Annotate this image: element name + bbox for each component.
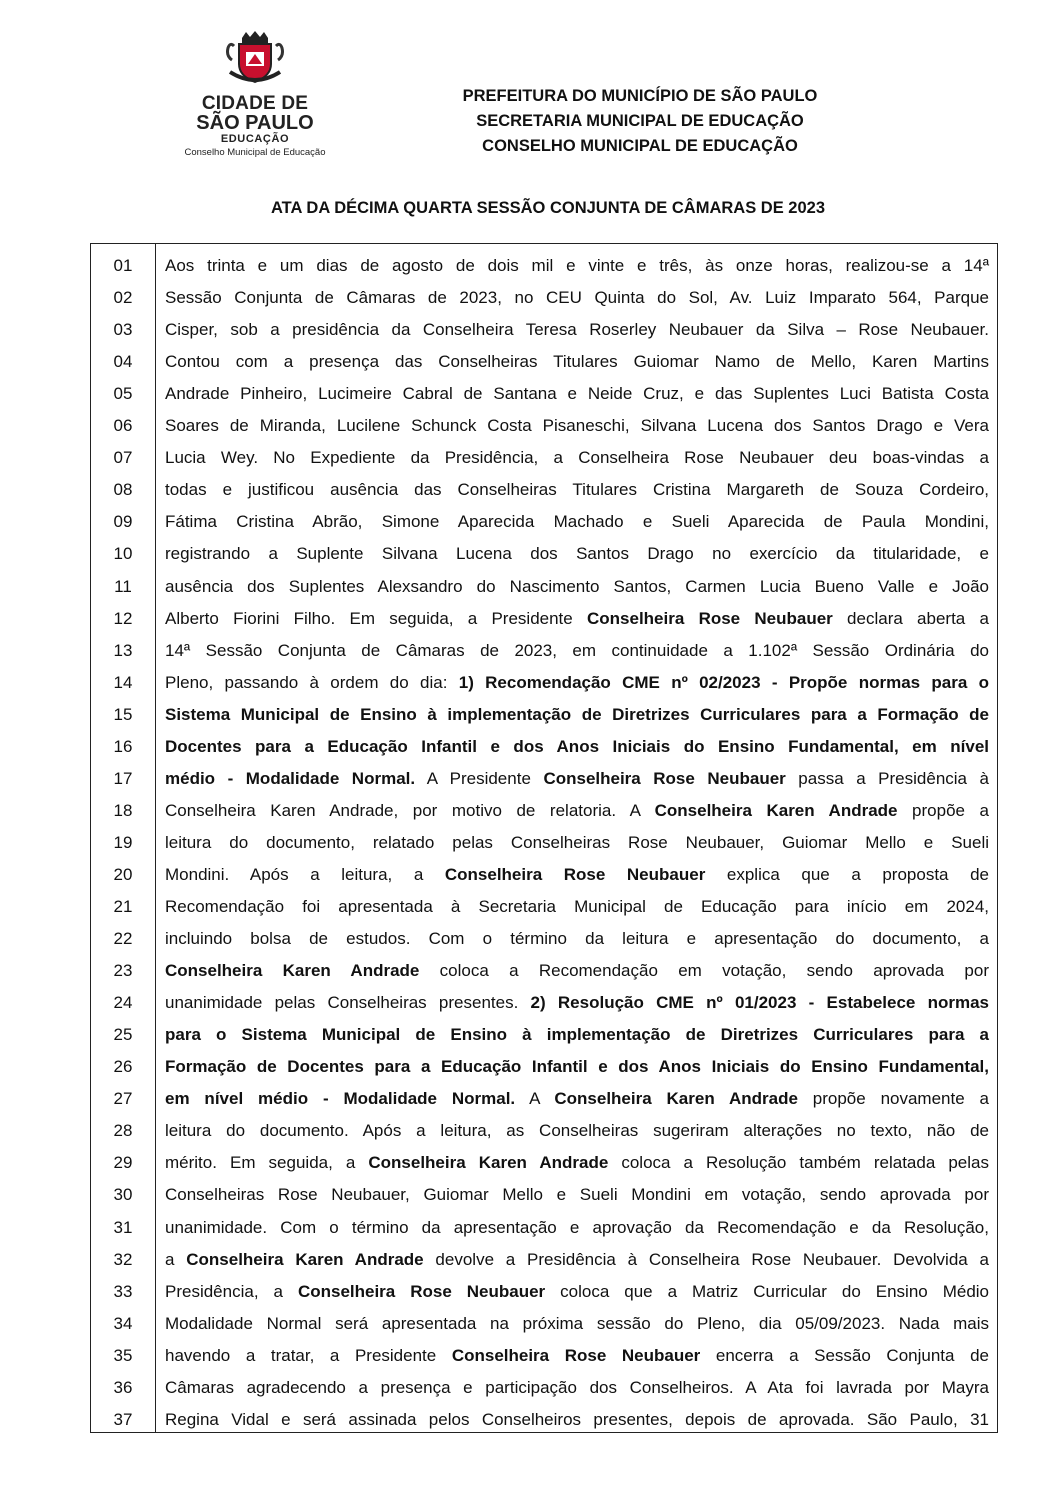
text-segment: Andrade Pinheiro, Lucimeire Cabral de Santana e Neide Cruz, e das Suplentes Luci Batista Costa xyxy=(165,384,989,404)
logo-line-1: CIDADE DE xyxy=(201,93,309,114)
bold-text-segment: Conselheira Karen Andrade xyxy=(165,961,420,981)
line-number: 28 xyxy=(113,1121,133,1141)
text-segment: Modalidade Normal será apresentada na próxima sessão do Pleno, dia 05/09/2023. Nada mais xyxy=(165,1313,989,1333)
minutes-line xyxy=(165,865,989,885)
minutes-line xyxy=(165,320,989,340)
city-logo xyxy=(170,30,340,160)
text-segment: Soares de Miranda, Lucilene Schunck Costa Pisaneschi, Silvana Lucena dos Santos Drago e Vera xyxy=(165,416,989,436)
text-segment: Mondini. Após a leitura, a xyxy=(165,864,445,884)
minutes-line xyxy=(165,769,989,789)
minutes-line xyxy=(165,833,989,853)
text-segment: Conselheiras Rose Neubauer, Guiomar Mello e Sueli Mondini em votação, sendo aprovada por xyxy=(165,1185,989,1205)
line-number: 34 xyxy=(113,1313,133,1333)
bold-text-segment: Conselheira Rose Neubauer xyxy=(444,864,706,884)
line-number: 10 xyxy=(113,544,133,564)
logo-line-2: SÃO PAULO xyxy=(196,112,314,134)
minutes-line xyxy=(165,961,989,981)
minutes-line xyxy=(165,1282,989,1302)
line-number: 29 xyxy=(113,1153,133,1173)
minutes-line xyxy=(165,1378,989,1398)
line-number: 20 xyxy=(113,864,133,884)
line-number: 18 xyxy=(113,800,133,820)
bold-text-segment: Conselheira Rose Neubauer xyxy=(451,1345,701,1365)
bold-text-segment: Conselheira Karen Andrade xyxy=(554,1089,798,1109)
minutes-line xyxy=(165,256,989,276)
text-segment: propõe novamente a xyxy=(797,1089,989,1109)
line-number: 06 xyxy=(113,416,133,436)
line-number: 19 xyxy=(113,832,133,852)
bold-text-segment: Conselheira Karen Andrade xyxy=(186,1249,424,1269)
minutes-line xyxy=(165,384,989,404)
text-segment: todas e justificou ausência das Conselheiras Titulares Cristina Margareth de Souza Cordeiro, xyxy=(165,480,989,500)
line-number: 02 xyxy=(113,288,133,308)
minutes-line xyxy=(165,1185,989,1205)
minutes-line xyxy=(165,1410,989,1430)
logo-line-4: Conselho Municipal de Educação xyxy=(184,147,326,158)
text-segment: a xyxy=(165,1249,187,1269)
minutes-line xyxy=(165,1089,989,1109)
minutes-line xyxy=(165,673,989,693)
bold-text-segment: Conselheira Rose Neubauer xyxy=(587,608,833,628)
text-segment: unanimidade. Com o término da apresentação e aprovação da Recomendação e da Resolução, xyxy=(165,1217,989,1237)
line-number: 01 xyxy=(113,256,133,275)
line-number: 37 xyxy=(113,1409,133,1429)
text-segment: leitura do documento. Após a leitura, as Conselheiras sugeriram alterações no texto, não de xyxy=(165,1121,989,1141)
line-number: 21 xyxy=(113,897,133,916)
text-segment: Sessão Conjunta de Câmaras de 2023, no CEU Quinta do Sol, Av. Luiz Imparato 564, Parque xyxy=(165,288,989,308)
line-number: 26 xyxy=(113,1057,133,1077)
bold-text-segment: médio - Modalidade Normal. xyxy=(165,768,416,788)
text-segment: declara aberta a xyxy=(832,608,989,628)
text-segment: Recomendação foi apresentada à Secretaria Municipal de Educação para início em 2024, xyxy=(165,897,989,916)
text-segment: coloca que a Matriz Curricular do Ensino Médio xyxy=(545,1281,989,1301)
line-number: 23 xyxy=(113,961,133,981)
line-number-column xyxy=(91,244,156,1432)
line-number: 36 xyxy=(113,1377,133,1397)
bold-text-segment: para o Sistema Municipal de Ensino à implementação de Diretrizes Curriculares para a xyxy=(165,1025,989,1045)
minutes-line xyxy=(165,1121,989,1141)
minutes-line xyxy=(165,416,989,436)
minutes-line xyxy=(165,1025,989,1045)
minutes-line xyxy=(165,993,989,1013)
text-segment: Presidência, a xyxy=(165,1281,298,1301)
line-number: 32 xyxy=(113,1249,133,1269)
minutes-line xyxy=(165,577,989,597)
line-number: 33 xyxy=(113,1281,133,1301)
minutes-line xyxy=(165,1218,989,1238)
minutes-box xyxy=(90,243,998,1433)
minutes-line xyxy=(165,288,989,308)
line-number: 12 xyxy=(113,608,133,628)
text-segment: unanimidade pelas Conselheiras presentes. xyxy=(165,993,531,1013)
line-number: 25 xyxy=(113,1025,133,1045)
bold-text-segment: Sistema Municipal de Ensino à implementação de Diretrizes Curriculares para a Formação de xyxy=(165,704,989,724)
minutes-line xyxy=(165,1314,989,1334)
line-number: 24 xyxy=(113,993,133,1013)
line-number: 14 xyxy=(113,672,133,692)
header-line-3: CONSELHO MUNICIPAL DE EDUCAÇÃO xyxy=(482,137,798,155)
line-number: 08 xyxy=(113,480,133,500)
bold-text-segment: Conselheira Karen Andrade xyxy=(368,1153,609,1173)
text-segment: A xyxy=(515,1089,555,1109)
text-segment: leitura do documento, relatado pelas Conselheiras Rose Neubauer, Guiomar Mello e Sueli xyxy=(165,832,989,852)
text-segment: mérito. Em seguida, a xyxy=(165,1153,369,1173)
bold-text-segment: Conselheira Rose Neubauer xyxy=(297,1281,546,1301)
text-segment: ausência dos Suplentes Alexsandro do Nascimento Santos, Carmen Lucia Bueno Valle e João xyxy=(165,576,989,596)
minutes-line xyxy=(165,1250,989,1270)
text-segment: explica que a proposta de xyxy=(705,864,989,884)
text-segment: incluindo bolsa de estudos. Com o término da leitura e apresentação do documento, a xyxy=(165,929,989,949)
text-segment: registrando a Suplente Silvana Lucena dos Santos Drago no exercício da titularidade, e xyxy=(165,544,989,564)
text-segment: 14ª Sessão Conjunta de Câmaras de 2023, em continuidade a 1.102ª Sessão Ordinária do xyxy=(165,640,989,660)
minutes-line xyxy=(165,352,989,372)
minutes-line xyxy=(165,929,989,949)
line-number: 31 xyxy=(113,1217,133,1237)
minutes-line xyxy=(165,801,989,821)
text-segment: devolve a Presidência à Conselheira Rose Neubauer. Devolvida a xyxy=(423,1249,989,1269)
text-segment: Conselheira Karen Andrade, por motivo de relatoria. A xyxy=(165,800,655,820)
text-segment: Aos trinta e um dias de agosto de dois mil e vinte e três, às onze horas, realizou-se a 14ª xyxy=(165,256,989,275)
text-segment: Lucia Wey. No Expediente da Presidência, a Conselheira Rose Neubauer deu boas-vindas a xyxy=(165,448,989,468)
minutes-line xyxy=(165,1346,989,1366)
text-segment: encerra a Sessão Conjunta de xyxy=(700,1345,989,1365)
bold-text-segment: Docentes para a Educação Infantil e dos Anos Iniciais do Ensino Fundamental, em nível xyxy=(165,736,989,756)
minutes-line xyxy=(165,1153,989,1173)
bold-text-segment: Conselheira Karen Andrade xyxy=(654,800,898,820)
logo-line-3: EDUCAÇÃO xyxy=(220,133,290,145)
line-number: 03 xyxy=(113,320,133,340)
minutes-line xyxy=(165,737,989,757)
minutes-line xyxy=(165,512,989,532)
text-segment: Regina Vidal e será assinada pelos Conselheiros presentes, depois de aprovada. São Paulo, 31 xyxy=(165,1409,989,1429)
line-number: 04 xyxy=(113,352,133,372)
minutes-line xyxy=(165,480,989,500)
line-number: 11 xyxy=(114,576,132,596)
text-segment: Pleno, passando à ordem do dia: xyxy=(165,672,459,692)
minutes-line xyxy=(165,448,989,468)
document-header xyxy=(340,84,940,159)
bold-text-segment: em nível médio - Modalidade Normal. xyxy=(165,1089,516,1109)
bold-text-segment: 1) Recomendação CME nº 02/2023 - Propõe normas para o xyxy=(458,672,990,692)
text-segment: Alberto Fiorini Filho. Em seguida, a Presidente xyxy=(165,608,587,628)
line-number: 17 xyxy=(113,768,133,788)
line-number: 35 xyxy=(113,1345,133,1365)
bold-text-segment: 2) Resolução CME nº 01/2023 - Estabelece normas xyxy=(530,993,990,1013)
minutes-line xyxy=(165,544,989,564)
minutes-line xyxy=(165,609,989,629)
minutes-line xyxy=(165,1057,989,1077)
text-segment: havendo a tratar, a Presidente xyxy=(165,1345,452,1365)
text-segment: Câmaras agradecendo a presença e participação dos Conselheiros. A Ata foi lavrada por Mayra xyxy=(165,1377,989,1397)
bold-text-segment: Formação de Docentes para a Educação Infantil e dos Anos Iniciais do Ensino Fundamental, xyxy=(165,1057,989,1077)
text-segment: Cisper, sob a presidência da Conselheira Teresa Roserley Neubauer da Silva – Rose Neubauer. xyxy=(165,320,989,340)
coat-of-arms-icon xyxy=(224,30,286,88)
text-segment: Fátima Cristina Abrão, Simone Aparecida Machado e Sueli Aparecida de Paula Mondini, xyxy=(165,512,989,532)
text-segment: coloca a Recomendação em votação, sendo aprovada por xyxy=(419,961,989,981)
line-number: 27 xyxy=(113,1089,133,1109)
line-number: 30 xyxy=(113,1185,133,1205)
document-title xyxy=(90,197,1058,219)
text-segment: coloca a Resolução também relatada pelas xyxy=(608,1153,989,1173)
minutes-line xyxy=(165,897,989,917)
header-line-2: SECRETARIA MUNICIPAL DE EDUCAÇÃO xyxy=(476,112,804,130)
line-number: 15 xyxy=(113,704,133,724)
text-segment: propõe a xyxy=(897,800,989,820)
bold-text-segment: Conselheira Rose Neubauer xyxy=(543,768,786,788)
text-segment: A Presidente xyxy=(415,768,544,788)
line-number: 09 xyxy=(113,512,133,532)
text-segment: Contou com a presença das Conselheiras Titulares Guiomar Namo de Mello, Karen Martins xyxy=(165,352,989,372)
line-number: 16 xyxy=(113,736,133,756)
header-line-1: PREFEITURA DO MUNICÍPIO DE SÃO PAULO xyxy=(462,87,818,105)
text-segment: passa a Presidência à xyxy=(785,768,989,788)
line-number: 07 xyxy=(113,448,133,468)
line-number: 13 xyxy=(113,640,133,660)
line-number: 22 xyxy=(113,929,133,949)
minutes-line xyxy=(165,705,989,725)
minutes-line xyxy=(165,641,989,661)
line-number: 05 xyxy=(113,384,133,404)
document-title-text: ATA DA DÉCIMA QUARTA SESSÃO CONJUNTA DE CÂMARAS DE 2023 xyxy=(270,199,825,217)
